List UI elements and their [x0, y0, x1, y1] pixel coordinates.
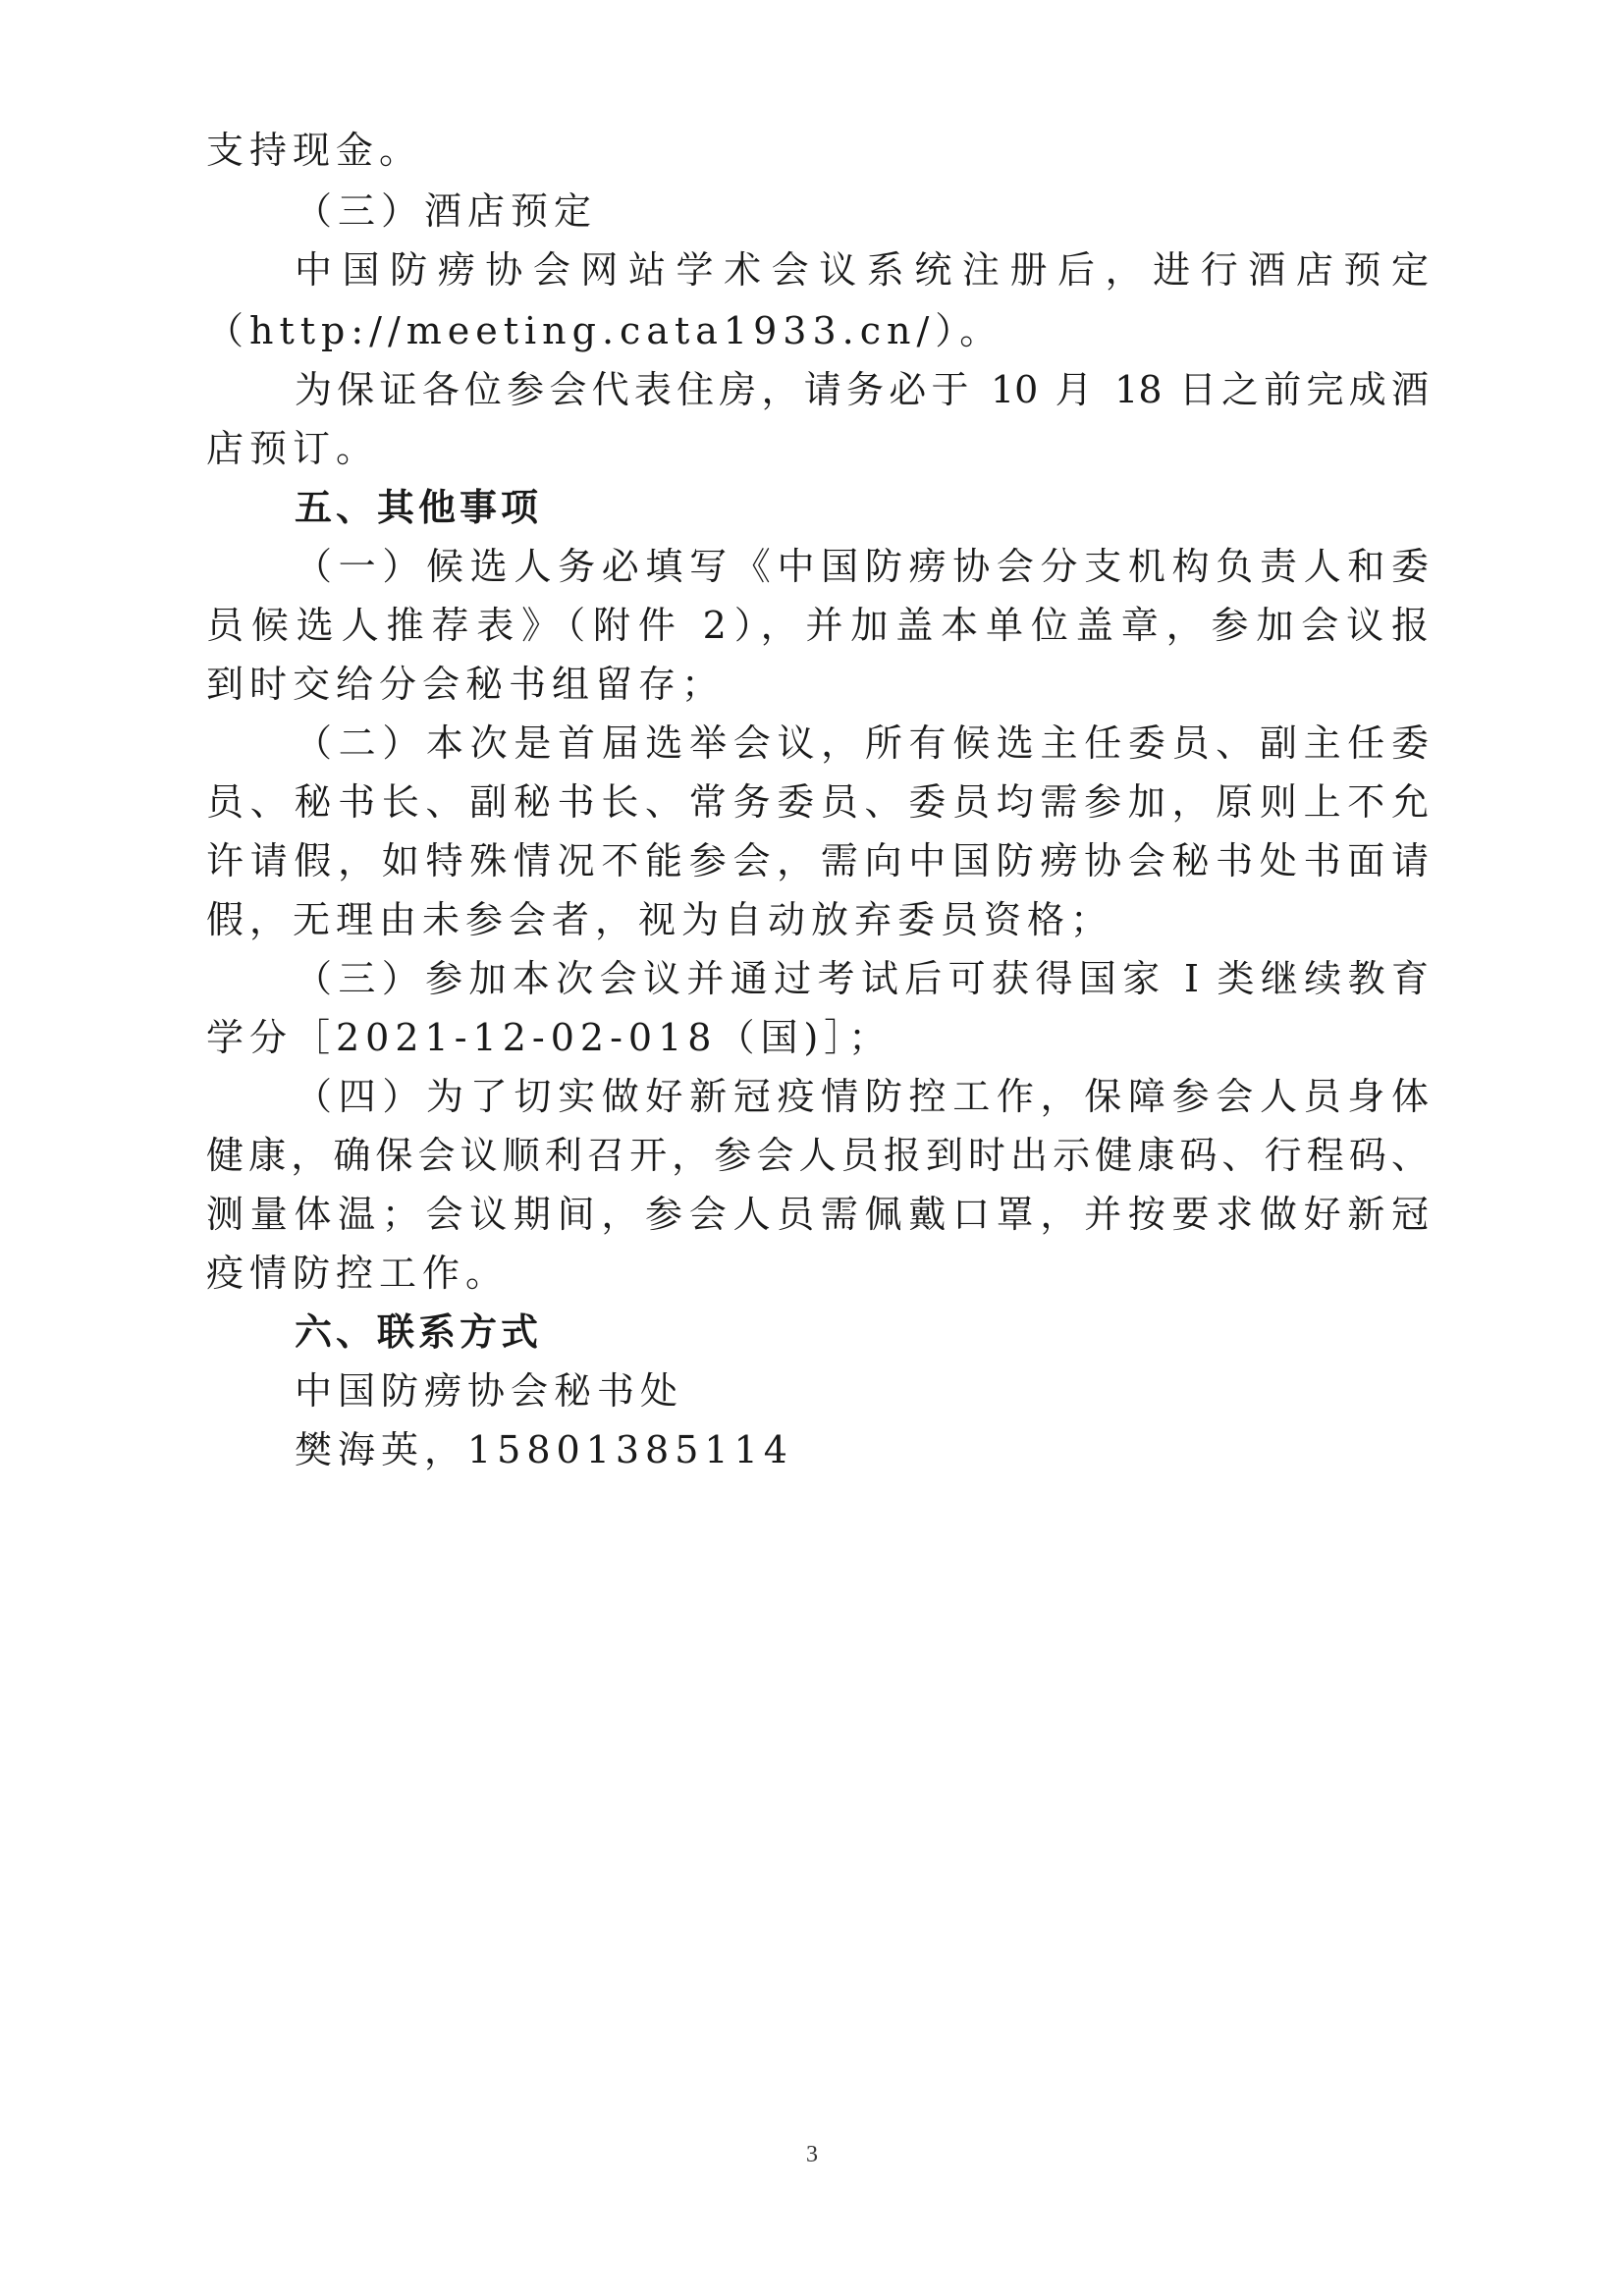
text-line: 员、秘书长、副秘书长、常务委员、委员均需参加，原则上不允 — [206, 780, 1429, 824]
contact-organization: 中国防痨协会秘书处 — [295, 1369, 684, 1413]
text-line: 疫情防控工作。 — [206, 1252, 510, 1295]
text-line: 测量体温；会议期间，参会人员需佩戴口罩，并按要求做好新冠 — [206, 1193, 1429, 1236]
section-subheading: （三）酒店预定 — [295, 189, 598, 233]
text-line: （一）候选人务必填写《中国防痨协会分支机构负责人和委 — [295, 545, 1429, 588]
text-line: （二）本次是首届选举会议，所有候选主任委员、副主任委 — [295, 721, 1429, 765]
text-line: （四）为了切实做好新冠疫情防控工作，保障参会人员身体 — [295, 1075, 1429, 1118]
text-line: 为保证各位参会代表住房，请务必于 10 月 18 日之前完成酒 — [295, 368, 1429, 411]
text-line: 假，无理由未参会者，视为自动放弃委员资格； — [206, 898, 1114, 941]
text-line: 到时交给分会秘书组留存； — [206, 663, 726, 706]
contact-person: 樊海英，15801385114 — [295, 1428, 793, 1471]
section-heading: 六、联系方式 — [295, 1310, 543, 1354]
text-line: 许请假，如特殊情况不能参会，需向中国防痨协会秘书处书面请 — [206, 839, 1429, 882]
text-line: 中国防痨协会网站学术会议系统注册后，进行酒店预定 — [295, 248, 1429, 292]
text-line: （三）参加本次会议并通过考试后可获得国家 I 类继续教育 — [295, 957, 1429, 1000]
url-text: （http://meeting.cata1933.cn/）。 — [206, 309, 1003, 352]
page-number: 3 — [806, 2142, 818, 2167]
text-line: 员候选人推荐表》（附件 2），并加盖本单位盖章，参加会议报 — [206, 604, 1429, 647]
text-line: 支持现金。 — [206, 129, 423, 172]
text-line: 店预订。 — [206, 427, 380, 470]
section-heading: 五、其他事项 — [295, 486, 543, 529]
text-line: 健康，确保会议顺利召开，参会人员报到时出示健康码、行程码、 — [206, 1134, 1429, 1177]
text-line: 学分［2021-12-02-018（国)］； — [206, 1016, 893, 1059]
